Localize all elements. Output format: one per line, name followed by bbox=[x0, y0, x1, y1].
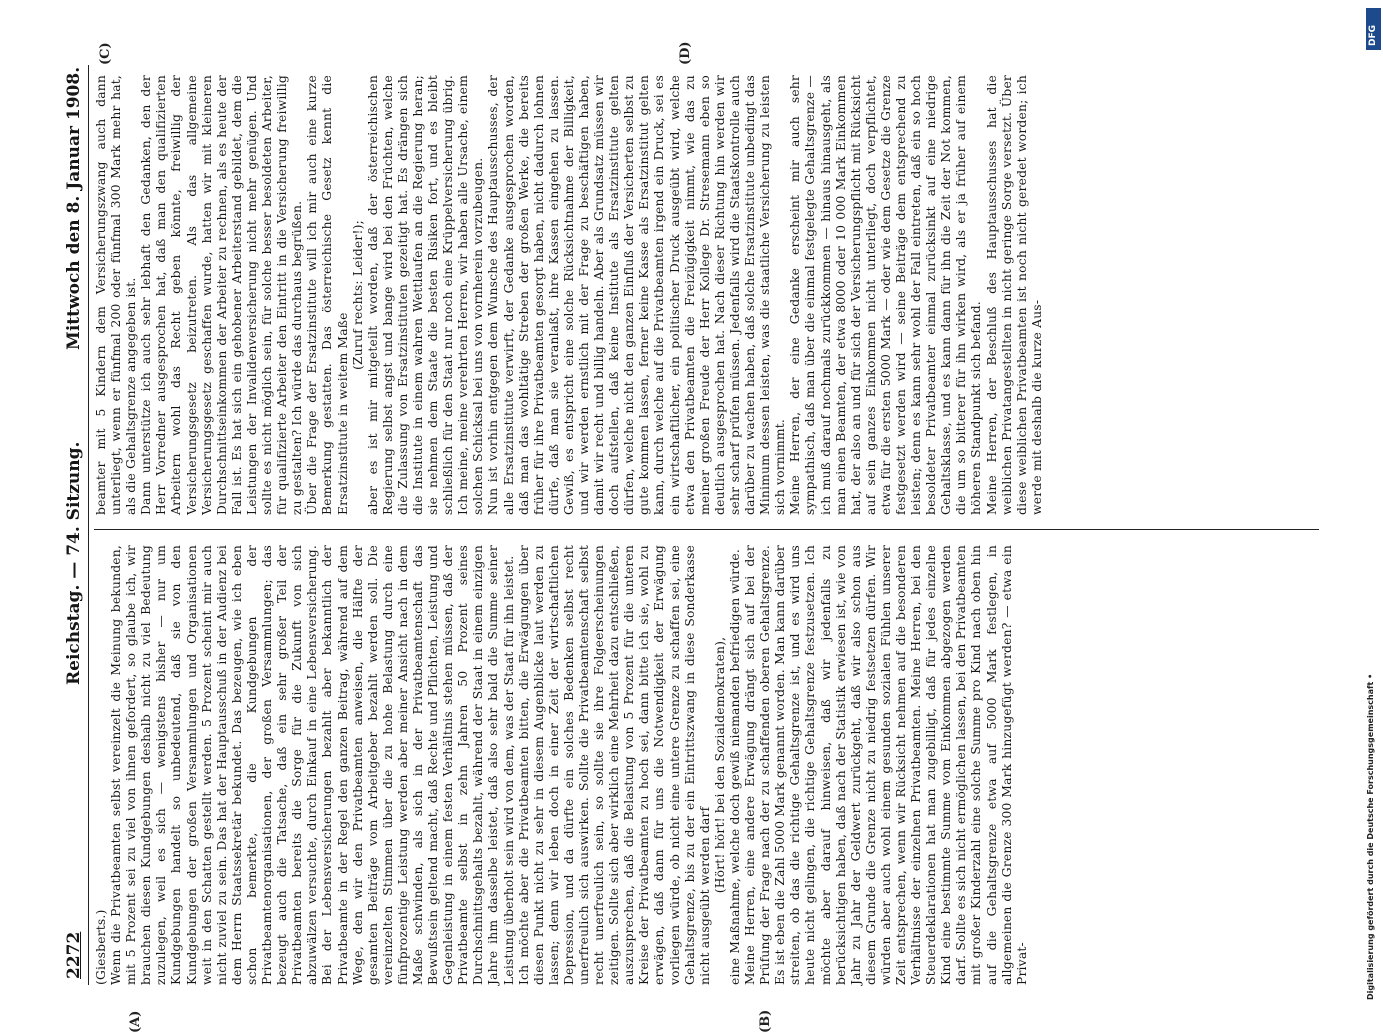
column-divider bbox=[94, 529, 1319, 530]
margin-letter-a: (A) bbox=[128, 1010, 143, 1033]
page-header bbox=[58, 65, 94, 985]
header-rule bbox=[88, 65, 89, 985]
speaker-name: (Giesberts.) bbox=[94, 909, 108, 985]
right-paragraph-1: beamter mit 5 Kindern dem Versicherungszwang auch dann unterliegt, wenn er fünfmal 200 oder fünfmal 300 Mark mehr hat, als die Gehaltsgrenze angegeben ist. bbox=[94, 70, 139, 515]
right-paragraph-4: aber es ist mir mitgeteilt worden, daß der österreichischen Regierung selbst angst und bange wird bei den Früchten, welche die Zulassung von Ersatzinstituten gezeitigt hat. Es drängen sich die Institute in einem wahren Wettlaufen an die Regierung heran; sie nehmen dem Staate die besten Risiken fort, und es bleibt schließlich für den Staat nur noch eine Krüppelversicherung übrig. Ich meine, meine verehrten Herren, wir haben alle Ursache, einem solchen Schicksal bei uns von vornherein vorzubeugen. bbox=[365, 70, 486, 515]
interjection-right: (Zuruf rechts: Leider!); bbox=[350, 220, 365, 370]
funding-note: Digitalisierung gefördert durch die Deutsche Forschungsgemeinschaft • bbox=[1366, 673, 1375, 1000]
right-paragraph-2: Dann unterstütze ich auch sehr lebhaft den Gedanken, den der Herr Vorredner ausgesprochen hat, daß man den qualifizierten Arbeitern wohl das Recht geben könnte, freiwillig der Versicherungsgesetz beizutreten. Als das allgemeine Versicherungsgesetz geschaffen wurde, hatten wir mit kleineren Durchschnittseinkommen der Arbeiter zu rechnen, als es heute der Fall ist. Es hat sich ein gehobener Arbeiterstand gebildet, dem die Leistungen der Invalidenversicherung nicht mehr genügen. Und sollte es nicht möglich sein, für solche besser besoldeten Arbeiter, für qualifizierte Arbeiter den Eintritt in die Versicherung freiwillig zu gestalten? Ich würde das durchaus begrüßen. bbox=[139, 70, 305, 515]
right-paragraph-7: Meine Herren, der Beschluß des Hauptausschusses hat die weiblichen Privatangestellten in nicht geringe Sorge versetzt. Über diese weiblichen Privatbeamten ist noch nicht geredet worden; ich werde mit deshalb die kurze Aus- bbox=[984, 70, 1044, 515]
left-paragraph-4: Meine Herren, eine andere Erwägung drängt sich auf bei der Prüfung der Frage nach der zu schaffenden oberen Gehaltsgrenze. Es ist eben die Zahl 5000 Mark genannt worden. Man kann darüber streiten, ob das die richtige Gehaltsgrenze ist, und es wird uns heute nicht gelingen, die richtige Gehaltsgrenze festzusetzen. Ich möchte aber darauf hinweisen, daß wir jedenfalls zu berücksichtigen haben, daß nach der Statistik erwiesen ist, wie von Jahr zu Jahr der Geldwert zurückgeht, daß wir also schon aus diesem Grunde die Grenze nicht zu niedrig festsetzen dürfen. Wir würden aber auch wohl einem gesunden sozialen Fühlen unserer Zeit entsprechen, wenn wir Rücksicht nehmen auf die besonderen Verhältnisse der einzelnen Privatbeamten. Meine Herren, bei den Steuerdeklarationen hat man zugebilligt, daß für jedes einzelne Kind eine bestimmte Summe vom Einkommen abgezogen werden darf. Sollte es sich nicht ermöglichen lassen, bei den Privatbeamten mit großer Kinderzahl eine solche Summe pro Kind nach oben hin auf die Gehaltsgrenze etwa auf 5000 Mark festlegen, in allgemeinen die Grenze 300 Mark hinzugefügt werden? — etwa ein Privat- bbox=[743, 540, 1029, 985]
session-title: Reichstag. — 74. Sitzung. bbox=[64, 441, 84, 685]
right-paragraph-5: Nun ist vorhin entgegen dem Wunsche des Hauptausschusses, der alle Ersatzinstitute verwirft, der Gedanke ausgesprochen worden, daß man das wohltätige Streben der großen Werke, die bereits früher für ihre Privatbeamten gesorgt haben, nicht dadurch lohnen dürfe, daß man sie veranlaßt, ihre Kassen eingehen zu lassen. Gewiß, es entspricht eine solche Rücksichtnahme der Billigkeit, und wir werden ernstlich mit der Frage zu beschäftigen haben, damit wir recht und billig handeln. Aber als Grundsatz müssen wir doch aufstellen, daß keine Institute als Ersatzinstitute gelten dürfen, welche nicht den ganzen Einfluß der Versicherten selbst zu gute kommen lassen, ferner keine Kasse als Ersatzinstitut gelten kann, durch welche auf die Privatbeamten irgend ein Druck, sei es ein wirtschaftlicher, ein politischer Druck ausgeübt wird, welche etwa den Privatbeamten die Freizügigkeit nimmt, wie das zu meiner großen Freude der Herr Kollege Dr. Stresemann eben so deutlich ausgesprochen hat. Nach dieser Richtung hin werden wir sehr scharf prüfen müssen. Jedenfalls wird die Staatskontrolle auch darüber zu wachen haben, daß solche Ersatzinstitute unbedingt das Minimum dessen leisten, was die staatliche Versicherung zu leisten sich vornimmt. bbox=[486, 70, 788, 515]
right-paragraph-6: Meine Herren, der eine Gedanke erscheint mir auch sehr sympathisch, daß man über die einmal festgelegte Gehaltsgrenze — ich muß darauf nochmals zurückkommen — hinaus hinausgeht, als man einen Beamten, der etwa 8000 oder 10 000 Mark Einkommen hat, der also an und für sich der Versicherungspflicht mit Rücksicht auf sein ganzes Einkommen nicht unterliegt, doch verpflichtet, etwa für die ersten 5000 Mark — oder wie dem Gesetze die Grenze festgesetzt werden wird — seine Beiträge dem entsprechend zu leisten; denn es kann sehr wohl der Fall eintreten, daß ein so hoch besoldeter Privatbeamter einmal zurücksinkt auf eine niedrige Gehaltsklasse, und es kann dann für ihn die Zeit der Not kommen, die um so bitterer für ihn wirken wird, als er ja früher auf einem höheren Standpunkt sich befand. bbox=[788, 70, 984, 515]
interjection-left: (Hört! hört! bei den Sozialdemokraten), bbox=[712, 636, 727, 894]
session-date: Mittwoch den 8. Januar 1908. bbox=[64, 66, 84, 350]
margin-letter-b: (B) bbox=[758, 1009, 773, 1033]
left-paragraph-2: Ich möchte aber die Privatbeamten bitten, die Erwägungen über diesen Punkt nicht zu sehr in diesem Augenblicke laut werden zu lassen; denn wir leben doch in einer Zeit der wirtschaftlichen Depression, und da dürfte ein solches Bedenken selbst recht unerfreulich sich auswirken. Sollte die Privatbeamtenschaft selbst recht unerfreulich sein, so sollte sie ihre Folgeerscheinungen zeitigen. Sollte sich aber wirklich eine Mehrheit dazu entschließen, auszusprechen, daß die Belastung von 5 Prozent für die unteren Kreise der Privatbeamten zu hoch sei, dann bitte ich sie, wohl zu erwägen, daß dann für uns die Notwendigkeit der Erwägung vorliegen würde, ob nicht eine untere Grenze zu schaffen sei, eine Gehaltsgrenze, bis zu der ein Eintrittszwang in diese Sonderkasse nicht ausgeübt werden darf bbox=[516, 540, 712, 985]
dfg-logo-text: DFG bbox=[1368, 24, 1378, 46]
margin-letter-c: (C) bbox=[98, 42, 113, 65]
left-column bbox=[94, 540, 1319, 985]
right-paragraph-3: Über die Frage der Ersatzinstitute will ich mir auch eine kurze Bemerkung gestatten. Das österreichische Gesetz kennt die Ersatzinstitute in weitem Maße bbox=[305, 70, 350, 515]
margin-letter-d: (D) bbox=[678, 41, 693, 65]
left-paragraph-3: eine Maßnahme, welche doch gewiß niemanden befriedigen würde. bbox=[727, 549, 742, 985]
page-number: 2272 bbox=[64, 931, 84, 979]
left-paragraph-1: Wenn die Privatbeamten selbst vereinzelt die Meinung bekunden, mit 5 Prozent sei zu viel von ihnen gefordert, so glaube ich, wir brauchen diesen Kundgebungen deshalb nicht zu viel Bedeutung zuzulegen, weil es sich — wenigstens bisher — nur um Kundgebungen handelt so unbedeutend, daß sie von den Kundgebungen der großen Versammlungen und Organisationen weit in den Schatten gestellt werden. 5 Prozent scheint mir auch nicht zuviel zu sein. Das hat der Hauptausschuß in der Audienz bei dem Herrn Staatssekretär bekundet. Das bezeugen, wie ich eben schon bemerkte, die Kundgebungen der Privatbeamtenorganisationen, der großen Versammlungen; das bezeugt auch die Tatsache, daß ein sehr großer Teil der Privatbeamten bereits die Sorge für die Zukunft von sich abzuwälzen versuchte, durch Einkauf in eine Lebensversicherung. Bei der Lebensversicherungen bezahlt aber bekanntlich der Privatbeamte in der Regel den ganzen Beitrag, während auf dem Wege, den wir den Privatbeamten anweisen, die Hälfte der gesamten Beiträge vom Arbeitgeber bezahlt werden soll. Die vereinzelten Stimmen über die zu hohe Belastung durch eine fünfprozentige Leistung werden aber meiner Ansicht nach in dem Maße schwinden, als sich in der Privatbeamtenschaft das Bewußtsein geltend macht, daß Rechte und Pflichten, Leistung und Gegenleistung in einem festen Verhältnis stehen müssen, daß der Privatbeamte selbst in zehn Jahren 50 Prozent seines Durchschnittsgehalts bezahlt, während der Staat in einem einzigen Jahre ihm dasselbe leistet, daß also sehr bald die Summe seiner Leistung überholt sein wird von dem, was der Staat für ihn leistet. bbox=[109, 540, 516, 985]
right-column bbox=[94, 70, 1319, 515]
page-sheet bbox=[58, 41, 1328, 1033]
